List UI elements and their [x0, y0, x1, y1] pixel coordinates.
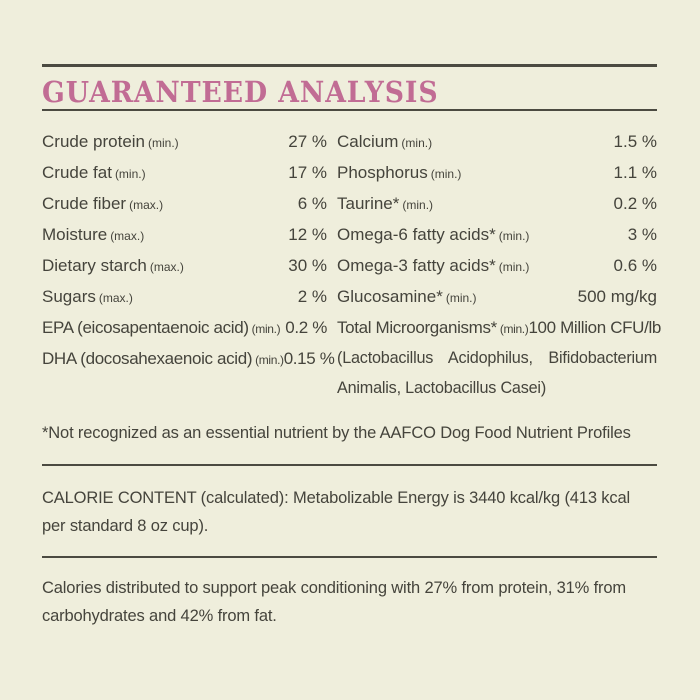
nutrient-row-taurine	[337, 188, 657, 219]
nutrient-column-left	[42, 126, 335, 403]
nutrient-name: Crude protein	[42, 131, 146, 151]
nutrient-qualifier: (min.)	[402, 197, 434, 212]
divider-below-title	[42, 109, 657, 111]
nutrient-qualifier: (min.)	[251, 321, 281, 336]
nutrient-value: 0.2 %	[285, 317, 327, 337]
aafco-footnote: *Not recognized as an essential nutrient by the AAFCO Dog Food Nutrient Profiles	[42, 424, 631, 442]
nutrient-qualifier: (min.)	[498, 228, 530, 243]
nutrient-name: Sugars	[42, 286, 96, 306]
nutrient-row-omega3	[337, 250, 657, 281]
nutrient-value: 1.1 %	[613, 162, 657, 182]
nutrient-value: 27 %	[288, 131, 327, 151]
nutrient-row-calcium	[337, 126, 657, 157]
nutrient-row-phosphorus	[337, 157, 657, 188]
nutrient-name: Calcium	[337, 131, 399, 151]
nutrient-row-glucosamine	[337, 281, 657, 312]
nutrient-qualifier: (max.)	[129, 197, 164, 212]
nutrient-row-crude-fat	[42, 157, 327, 188]
nutrient-value: 6 %	[297, 193, 327, 213]
nutrient-value: 30 %	[288, 255, 327, 275]
divider-below-footnote	[42, 464, 657, 466]
nutrient-value: 100 Million CFU/lb	[528, 317, 662, 337]
nutrient-row-crude-fiber	[42, 188, 327, 219]
nutrient-name: Taurine*	[337, 193, 400, 213]
nutrient-value: 12 %	[288, 224, 327, 244]
nutrient-value: 1.5 %	[613, 131, 657, 151]
nutrient-name: Crude fiber	[42, 193, 127, 213]
calorie-content-statement: CALORIE CONTENT (calculated): Metabolizable Energy is 3440 kcal/kg (413 kcal per standard 8 oz cup).	[42, 488, 631, 535]
nutrient-qualifier: (min.)	[401, 135, 433, 150]
nutrient-row-moisture	[42, 219, 327, 250]
nutrient-name: DHA (docosahexaenoic acid)	[42, 348, 253, 368]
nutrient-name: Dietary starch	[42, 255, 147, 275]
divider-below-calorie-content	[42, 556, 657, 558]
nutrient-row-omega6	[337, 219, 657, 250]
nutrient-name: Moisture	[42, 224, 108, 244]
nutrient-qualifier: (max.)	[98, 290, 133, 305]
nutrient-qualifier: (min.)	[499, 321, 529, 336]
nutrient-name: Omega-3 fatty acids*	[337, 255, 496, 275]
nutrient-qualifier: (min.)	[498, 259, 530, 274]
nutrient-name: Crude fat	[42, 162, 112, 182]
nutrient-name: Phosphorus	[337, 162, 428, 182]
nutrient-row-dha	[42, 343, 335, 374]
nutrient-name: Glucosamine*	[337, 286, 443, 306]
divider-above-title	[42, 64, 657, 67]
microorganisms-detail: (Lactobacillus Acidophilus, Bifidobacterium Animalis, Lactobacillus Casei)	[337, 349, 657, 397]
nutrient-qualifier: (max.)	[149, 259, 184, 274]
nutrient-name: EPA (eicosapentaenoic acid)	[42, 317, 249, 337]
panel-title: GUARANTEED ANALYSIS	[42, 75, 439, 109]
nutrient-qualifier: (min.)	[255, 352, 284, 367]
nutrient-name: Total Microorganisms*	[337, 317, 497, 337]
nutrient-value: 3 %	[627, 224, 657, 244]
nutrient-column-right	[337, 126, 662, 403]
nutrient-row-microorganisms	[337, 312, 662, 343]
nutrient-row-dietary-starch	[42, 250, 327, 281]
nutrient-table	[42, 126, 662, 403]
nutrient-value: 0.6 %	[613, 255, 657, 275]
nutrient-qualifier: (min.)	[430, 166, 462, 181]
nutrient-value: 0.15 %	[283, 348, 335, 368]
nutrient-row-crude-protein	[42, 126, 327, 157]
nutrient-value: 500 mg/kg	[577, 286, 657, 306]
nutrient-qualifier: (min.)	[445, 290, 477, 305]
nutrient-name: Omega-6 fatty acids*	[337, 224, 496, 244]
nutrient-qualifier: (max.)	[110, 228, 145, 243]
nutrient-value: 2 %	[297, 286, 327, 306]
nutrient-qualifier: (min.)	[148, 135, 179, 150]
nutrient-row-epa	[42, 312, 327, 343]
nutrient-row-sugars	[42, 281, 327, 312]
nutrient-value: 17 %	[288, 162, 327, 182]
nutrient-value: 0.2 %	[613, 193, 657, 213]
calorie-distribution-statement: Calories distributed to support peak conditioning with 27% from protein, 31% from carbohydrates and 42% from fat.	[42, 579, 626, 625]
nutrient-qualifier: (min.)	[114, 166, 146, 181]
